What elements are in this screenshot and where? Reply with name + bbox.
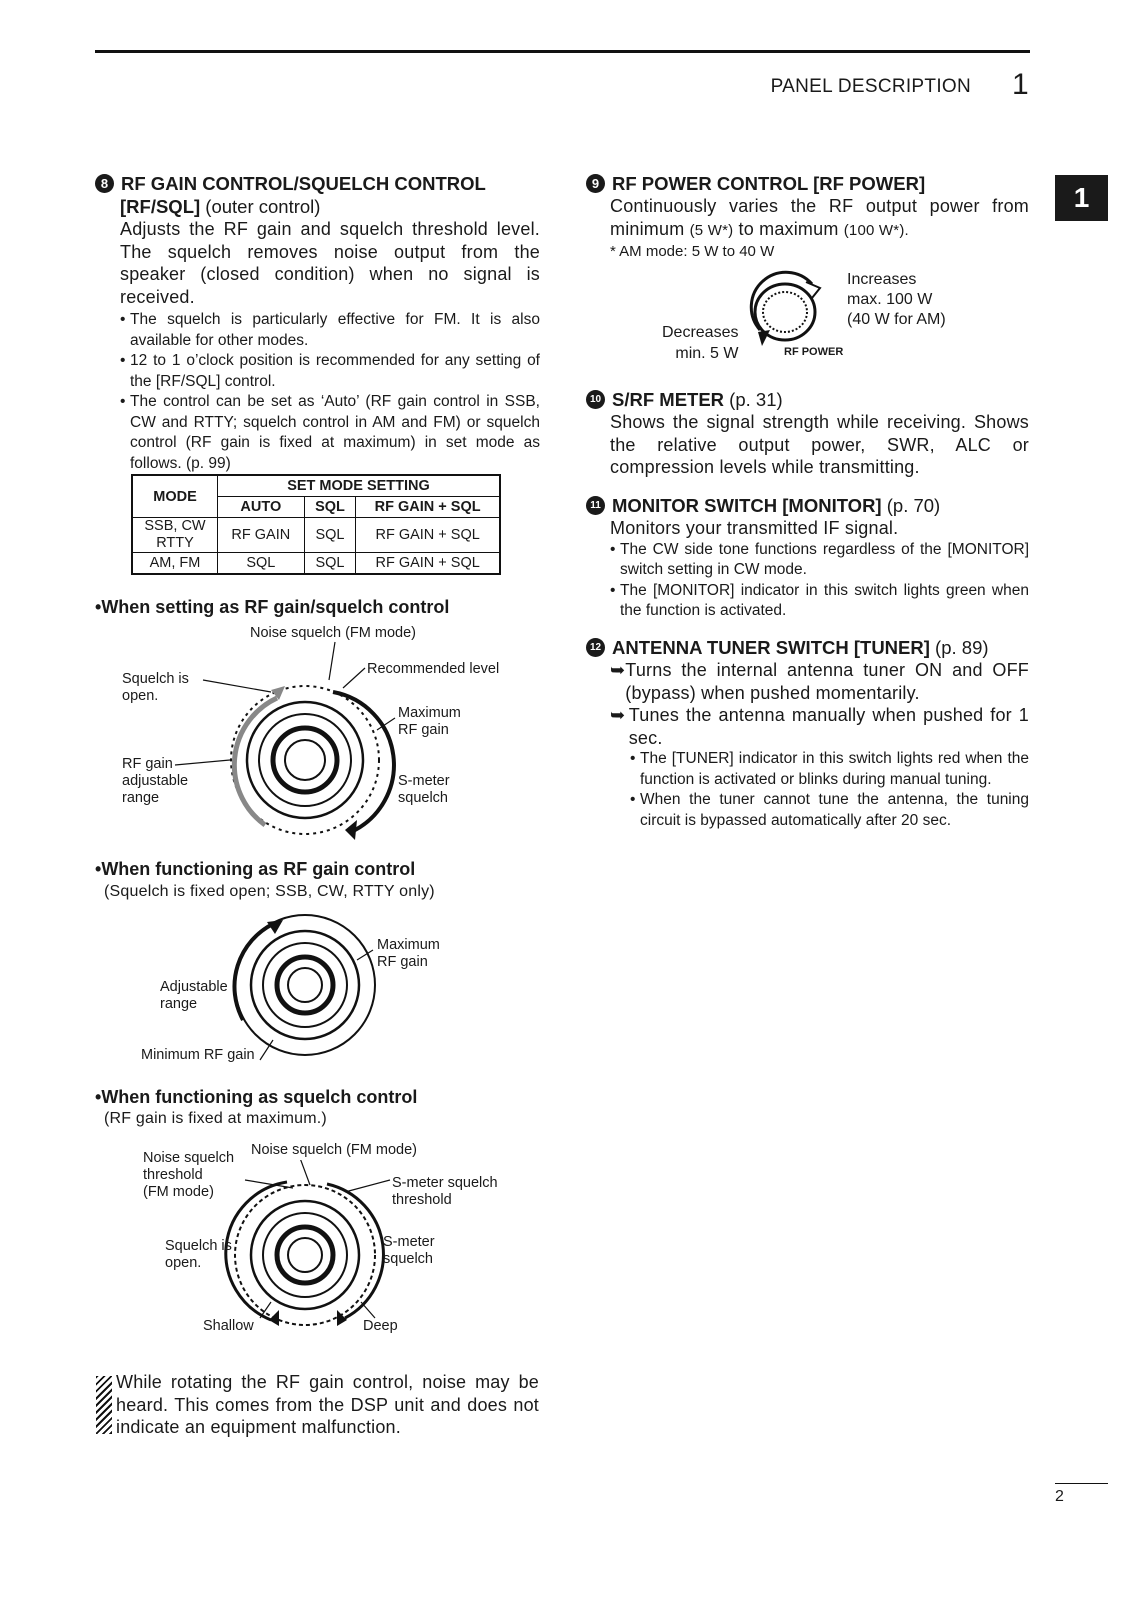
label-noise-fm: Noise squelch (FM mode) [251, 1142, 417, 1158]
chapter-tab: 1 [1055, 175, 1108, 221]
item9-desc-d: (100 W*). [843, 221, 909, 239]
item11-title: MONITOR SWITCH [MONITOR] [612, 495, 882, 516]
item11-bullet-2: The [MONITOR] indicator in this switch lights green when the function is activated. [620, 581, 1029, 619]
label-max-rf-gain: Maximum RF gain [398, 705, 461, 738]
label-increases: Increases max. 100 W (40 W for AM) [847, 271, 946, 328]
item12-arrow-2: Tunes the antenna manually when pushed for 1 sec. [628, 705, 1029, 748]
table-row [132, 553, 500, 575]
footer-rule [1055, 1483, 1108, 1484]
item11-description: Monitors your transmitted IF signal. [610, 518, 899, 538]
item9-section [586, 172, 1029, 262]
item11-number: 11 [586, 496, 605, 515]
diagram2-heading: •When functioning as RF gain control [95, 859, 416, 879]
diagram3-subheading: (RF gain is fixed at maximum.) [104, 1110, 327, 1127]
label-max-rf-gain-2: Maximum RF gain [377, 937, 440, 970]
table-mode-header: MODE [132, 475, 218, 518]
table-group-header: SET MODE SETTING [218, 475, 501, 497]
item11-section: 11 MONITOR SWITCH [MONITOR] (p. 70) Monitors your transmitted IF signal. • The CW side tone functions regardless of the [MONITOR] switch setting in CW mode. • The [MONITOR] indicator in this switch lights green when the function is activated. [586, 494, 1029, 622]
table-col-header: AUTO [218, 497, 305, 518]
item8-title: RF GAIN CONTROL/SQUELCH CONTROL [121, 173, 486, 194]
set-mode-table [131, 474, 501, 575]
item11-ref: (p. 70) [881, 495, 941, 516]
label-deep: Deep [363, 1318, 398, 1334]
rf-power-knob-icon [740, 270, 840, 350]
table-cell: SQL [304, 518, 356, 553]
label-recommended: Recommended level [367, 661, 500, 677]
item8-number: 8 [95, 174, 114, 193]
item8-title2-suffix: (outer control) [200, 196, 321, 217]
item9-desc-c: to maximum [733, 218, 844, 239]
item12-number: 12 [586, 638, 605, 657]
item10-number: 10 [586, 390, 605, 409]
label-smeter-threshold: S-meter squelch threshold [392, 1175, 498, 1208]
item8-section: 8 RF GAIN CONTROL/SQUELCH CONTROL [RF/SQL] (outer control) Adjusts the RF gain and squelch threshold level. The squelch removes noise output from the speaker (closed condition) when no signal is received. • The squelch is particularly effective for FM. It is also available for other modes. • 12 to 1 o’clock position is recommended for any setting of the [RF/SQL] control. • The control can be set as ‘Auto’ (RF gain control in SSB, CW and RTTY; squelch control in AM and FM) or squelch control (RF gain is fixed at maximum) in set mode as follows. (p. 99) [95, 172, 540, 474]
table-col-header: RF GAIN + SQL [356, 497, 500, 518]
label-adjustable-range: Adjustable range [160, 979, 228, 1012]
item8-bullet-2: 12 to 1 o’clock position is recommended for any setting of the [RF/SQL] control. [130, 352, 540, 390]
item9-footnote: * AM mode: 5 W to 40 W [610, 243, 775, 260]
section-title: PANEL DESCRIPTION [770, 76, 971, 97]
item11-bullet-1: The CW side tone functions regardless of the [MONITOR] switch setting in CW mode. [620, 540, 1029, 578]
item10-ref: (p. 31) [724, 389, 783, 410]
label-squelch-open-2: Squelch is open. [165, 1238, 232, 1271]
item12-ref: (p. 89) [929, 637, 989, 658]
item12-bullet-1: The [TUNER] indicator in this switch lights red when the function is activated or blinks during manual tuning. [640, 750, 1029, 788]
item12-section: 12 ANTENNA TUNER SWITCH [TUNER] (p. 89) ➥ Turns the internal antenna tuner ON and OFF (bypass) when pushed momentarily. ➥ Tunes the antenna manually when pushed for 1 sec. • The [TUNER] indicator in this switch lights red when the function is activated or blinks during manual tuning. • When the tuner cannot tune the antenna, the tuning circuit is bypassed automatically after 20 sec. [586, 636, 1029, 831]
item8-bullet-1: The squelch is particularly effective for FM. It is also available for other modes. [130, 311, 540, 349]
label-smeter-squelch: S-meter squelch [398, 773, 450, 806]
memo-text: While rotating the RF gain control, noise may be heard. This comes from the DSP unit and does not indicate an equipment malfunction. [116, 1372, 539, 1437]
table-cell: RF GAIN + SQL [356, 553, 500, 575]
item12-bullet-2: When the tuner cannot tune the antenna, the tuning circuit is bypassed automatically after 20 sec. [640, 791, 1029, 829]
table-row [132, 518, 500, 553]
label-rf-gain-range: RF gain adjustable range [122, 756, 189, 806]
label-shallow: Shallow [203, 1318, 254, 1334]
item9-number: 9 [586, 174, 605, 193]
item12-arrow-1: Turns the internal antenna tuner ON and OFF (bypass) when pushed momentarily. [625, 660, 1029, 703]
item8-description: Adjusts the RF gain and squelch threshold level. The squelch removes noise output from the speaker (closed condition) when no signal is received. [120, 219, 540, 307]
item9-title: RF POWER CONTROL [RF POWER] [612, 173, 926, 194]
label-noise-squelch: Noise squelch (FM mode) [250, 625, 416, 641]
item12-title: ANTENNA TUNER SWITCH [TUNER] [612, 637, 930, 658]
label-squelch-open: Squelch is open. [122, 671, 189, 704]
item10-title: S/RF METER [612, 389, 725, 410]
chapter-number: 1 [1012, 68, 1029, 101]
table-cell: SQL [304, 553, 356, 575]
page-number: 2 [1055, 1488, 1064, 1505]
label-min-rf-gain: Minimum RF gain [141, 1047, 255, 1063]
diagram3-heading: •When functioning as squelch control [95, 1087, 418, 1107]
item8-title2: [RF/SQL] [120, 196, 201, 217]
table-col-header: SQL [304, 497, 356, 518]
label-decreases: Decreases min. 5 W [662, 324, 739, 362]
table-cell: AM, FM [132, 553, 218, 575]
rf-sql-knob-diagram [95, 620, 540, 850]
label-rf-power: RF POWER [784, 346, 844, 358]
header-rule [95, 50, 1030, 53]
table-cell: SSB, CW RTTY [132, 518, 218, 553]
memo-icon [96, 1376, 112, 1434]
label-noise-threshold: Noise squelch threshold (FM mode) [143, 1150, 235, 1200]
diagram2-subheading: (Squelch is fixed open; SSB, CW, RTTY only) [104, 883, 435, 900]
table-cell: SQL [218, 553, 305, 575]
item9-desc-b: (5 W*) [689, 221, 734, 239]
table-cell: RF GAIN [218, 518, 305, 553]
diagram1-heading: •When setting as RF gain/squelch control [95, 597, 450, 617]
item10-section [586, 388, 1029, 479]
label-smeter-squelch-2: S-meter squelch [383, 1234, 435, 1267]
item8-bullet-3: The control can be set as ‘Auto’ (RF gain control in SSB, CW and RTTY; squelch control in AM and FM) or squelch control (RF gain is fixed at maximum) in set mode as follows. (p. 99) [130, 393, 540, 472]
arrow-icon: ➥ [610, 660, 626, 680]
table-cell: RF GAIN + SQL [356, 518, 500, 553]
item9-desc-a: Continuously varies the RF output power from minimum [610, 196, 1029, 239]
item10-description: Shows the signal strength while receiving. Shows the relative output power, SWR, ALC or compression levels while transmitting. [610, 412, 1029, 477]
arrow-icon: ➥ [610, 705, 626, 725]
